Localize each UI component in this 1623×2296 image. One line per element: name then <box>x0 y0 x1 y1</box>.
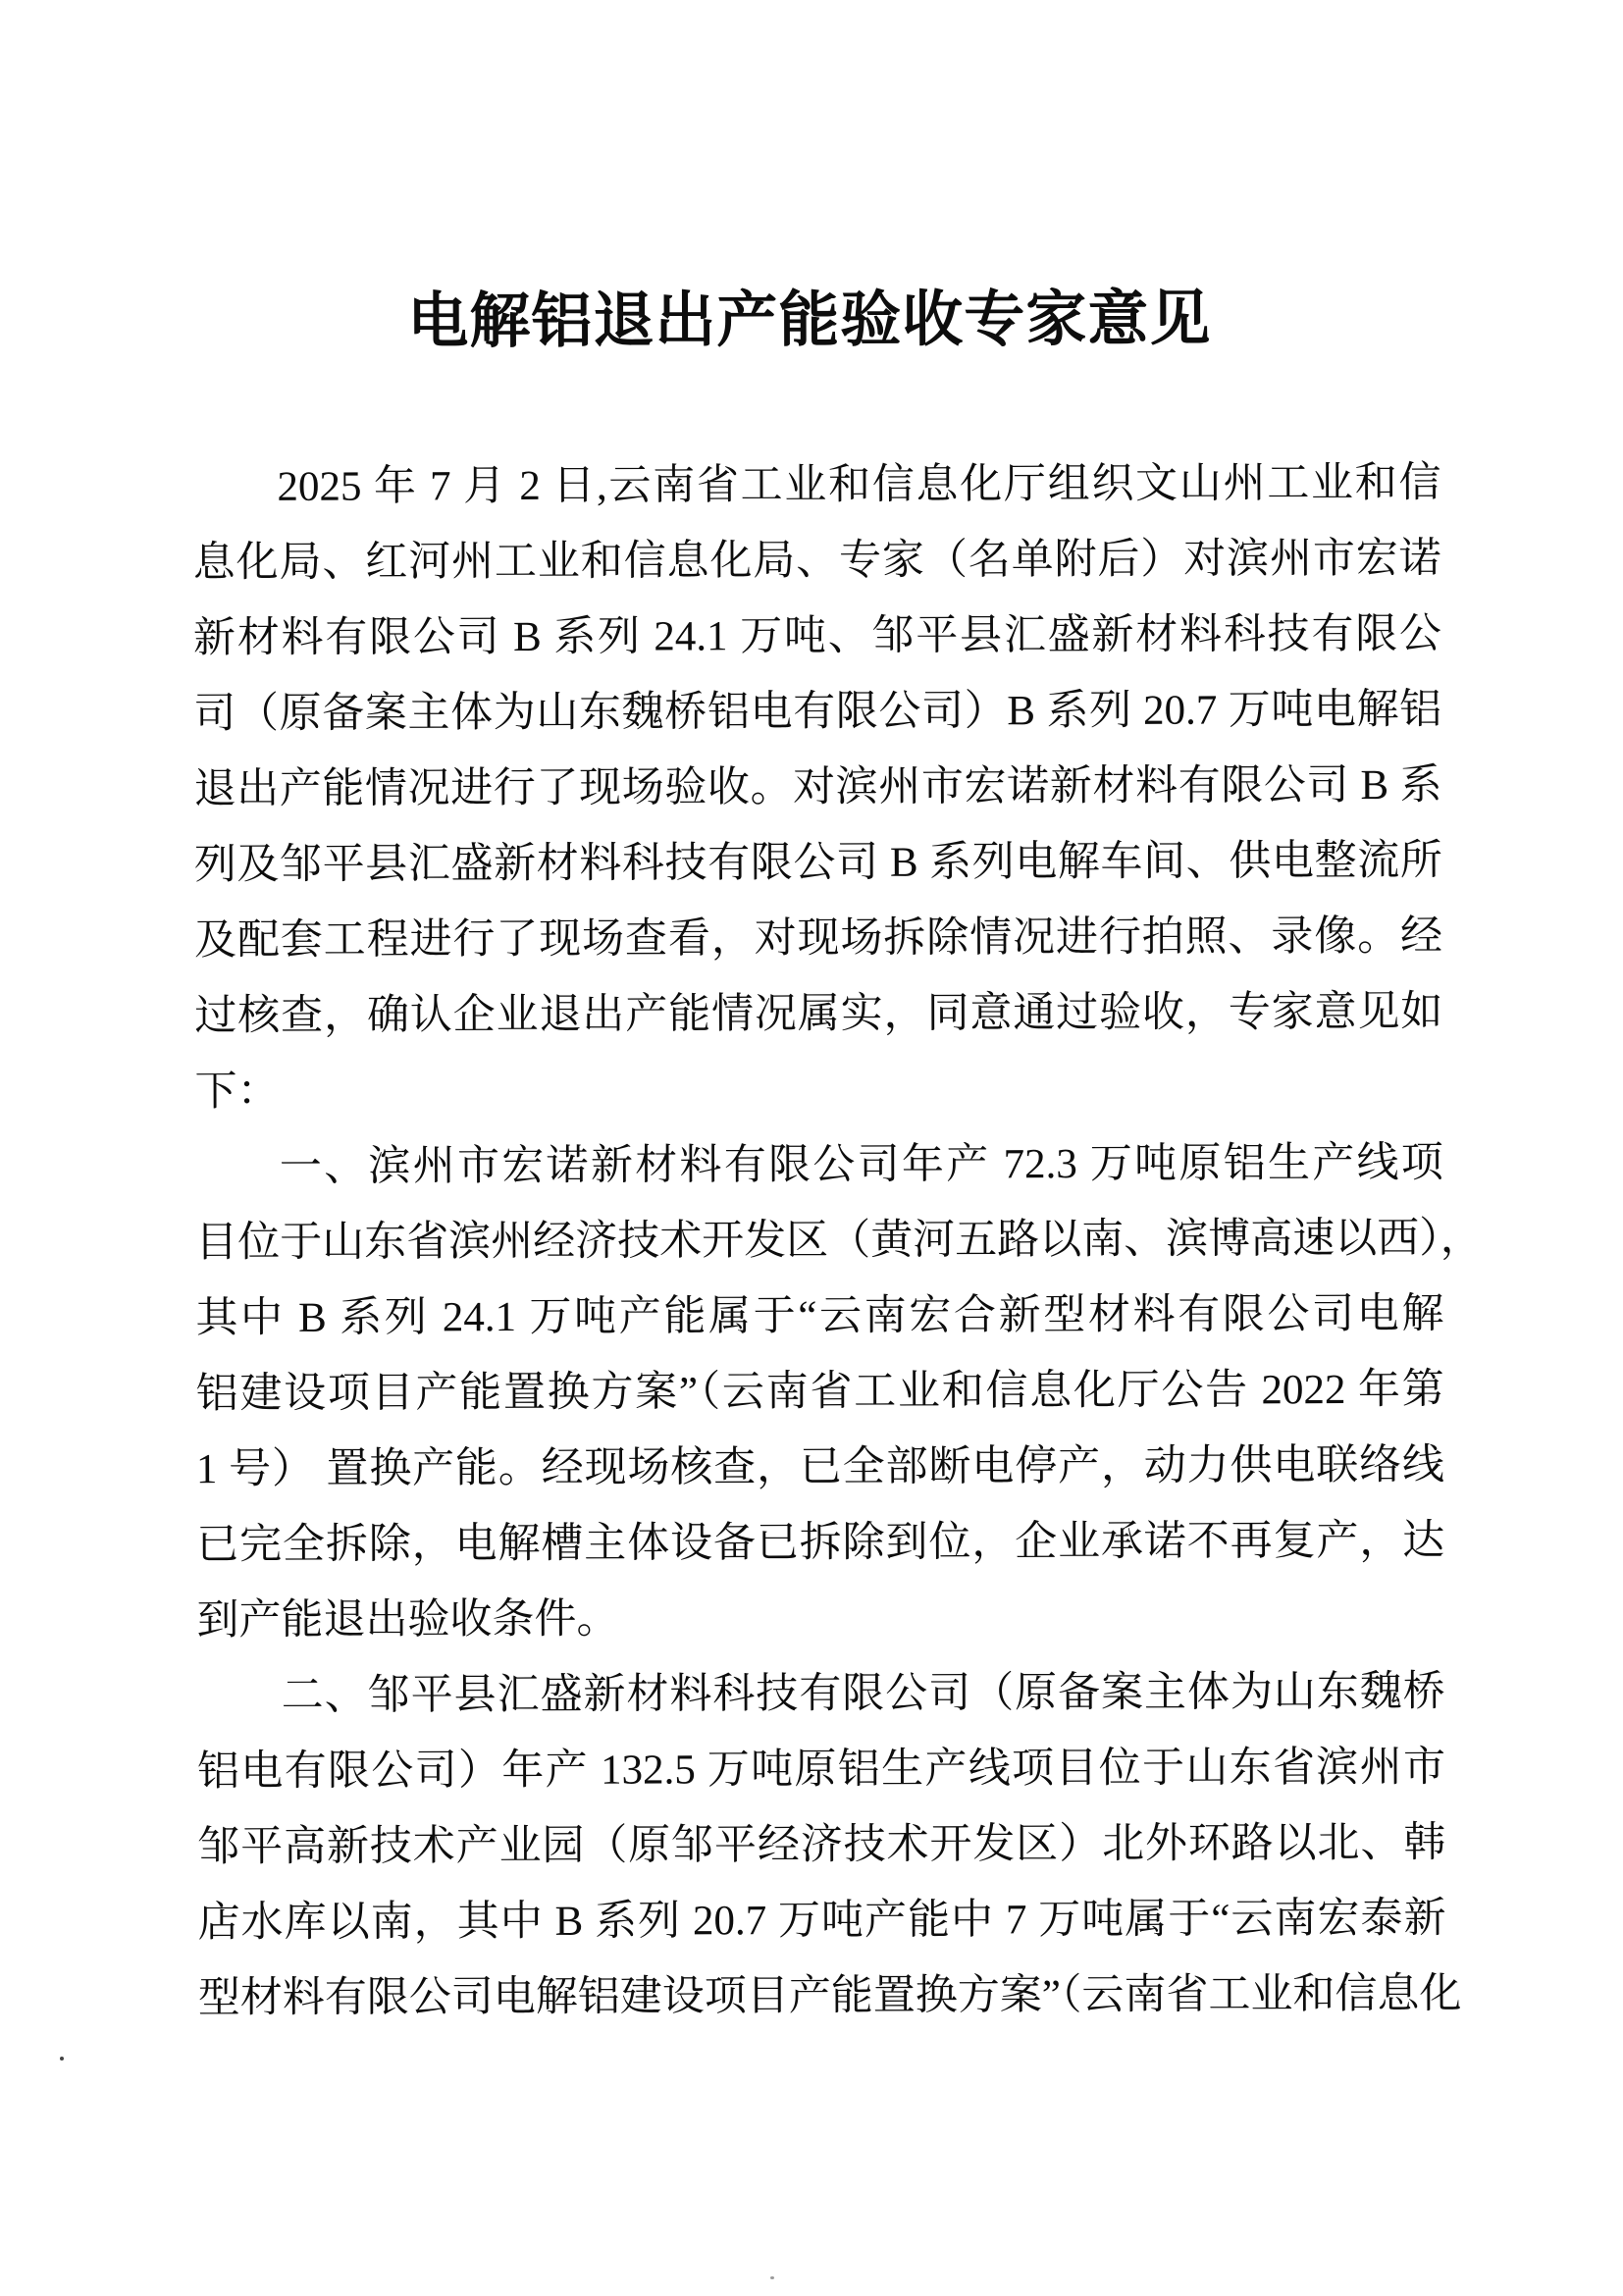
body-line: 店水库以南，其中 B 系列 20.7 万吨产能中 7 万吨属于“云南宏泰新 <box>197 1895 1446 1947</box>
body-line: 1 号） 置换产能。经现场核查，已全部断电停产，动力供电联络线 <box>195 1441 1445 1493</box>
body-line: 一、滨州市宏诺新材料有限公司年产 72.3 万吨原铝生产线项 <box>279 1139 1443 1190</box>
paragraph-item-2 <box>196 1654 1462 2036</box>
body-line: 二、邹平县汇盛新材料科技有限公司（原备案主体为山东魏桥 <box>281 1668 1445 1719</box>
body-line: 铝电有限公司）年产 132.5 万吨原铝生产线项目位于山东省滨州市 <box>196 1744 1446 1796</box>
body-line: 铝建设项目产能置换方案”（云南省工业和信息化厅公告 2022 年第 <box>195 1366 1444 1418</box>
body-line: 其中 B 系列 24.1 万吨产能属于“云南宏合新型材料有限公司电解 <box>195 1290 1444 1342</box>
body-line: 司（原备案主体为山东魏桥铝电有限公司）B 系列 20.7 万吨电解铝 <box>193 686 1442 738</box>
body-line: 已完全拆除，电解槽主体设备已拆除到位，企业承诺不再复产，达 <box>196 1517 1445 1569</box>
document-body <box>192 445 1483 2036</box>
body-line: 新材料有限公司 B 系列 24.1 万吨、邹平县汇盛新材料科技有限公 <box>192 610 1442 662</box>
body-line: 2025 年 7 月 2 日,云南省工业和信息化厅组织文山州工业和信 <box>277 459 1441 510</box>
body-line: 列及邹平县汇盛新材料科技有限公司 B 系列电解车间、供电整流所 <box>193 837 1442 889</box>
body-line: 型材料有限公司电解铝建设项目产能置换方案”（云南省工业和信息化 <box>197 1970 1462 2022</box>
body-line: 过核查，确认企业退出产能情况属实，同意通过验收，专家意见如 <box>194 988 1443 1040</box>
document-title: 电解铝退出产能验收专家意见 <box>407 286 1212 356</box>
body-line: 到产能退出验收条件。 <box>196 1595 619 1644</box>
body-line: 息化局、红河州工业和信息化局、专家（名单附后）对滨州市宏诺 <box>192 535 1441 587</box>
scan-speck <box>770 2276 774 2279</box>
body-line: 退出产能情况进行了现场验收。对滨州市宏诺新材料有限公司 B 系 <box>193 761 1442 813</box>
scan-speck <box>60 2057 64 2061</box>
body-line: 及配套工程进行了现场查看，对现场拆除情况进行拍照、录像。经 <box>193 913 1443 965</box>
body-line: 下： <box>194 1068 280 1116</box>
paragraph-intro <box>192 445 1442 1129</box>
body-line: 目位于山东省滨州经济技术开发区（黄河五路以南、滨博高速以西）， <box>195 1215 1483 1267</box>
body-line: 邹平高新技术产业园（原邹平经济技术开发区）北外环路以北、韩 <box>197 1819 1446 1871</box>
paragraph-item-1 <box>195 1125 1483 1658</box>
